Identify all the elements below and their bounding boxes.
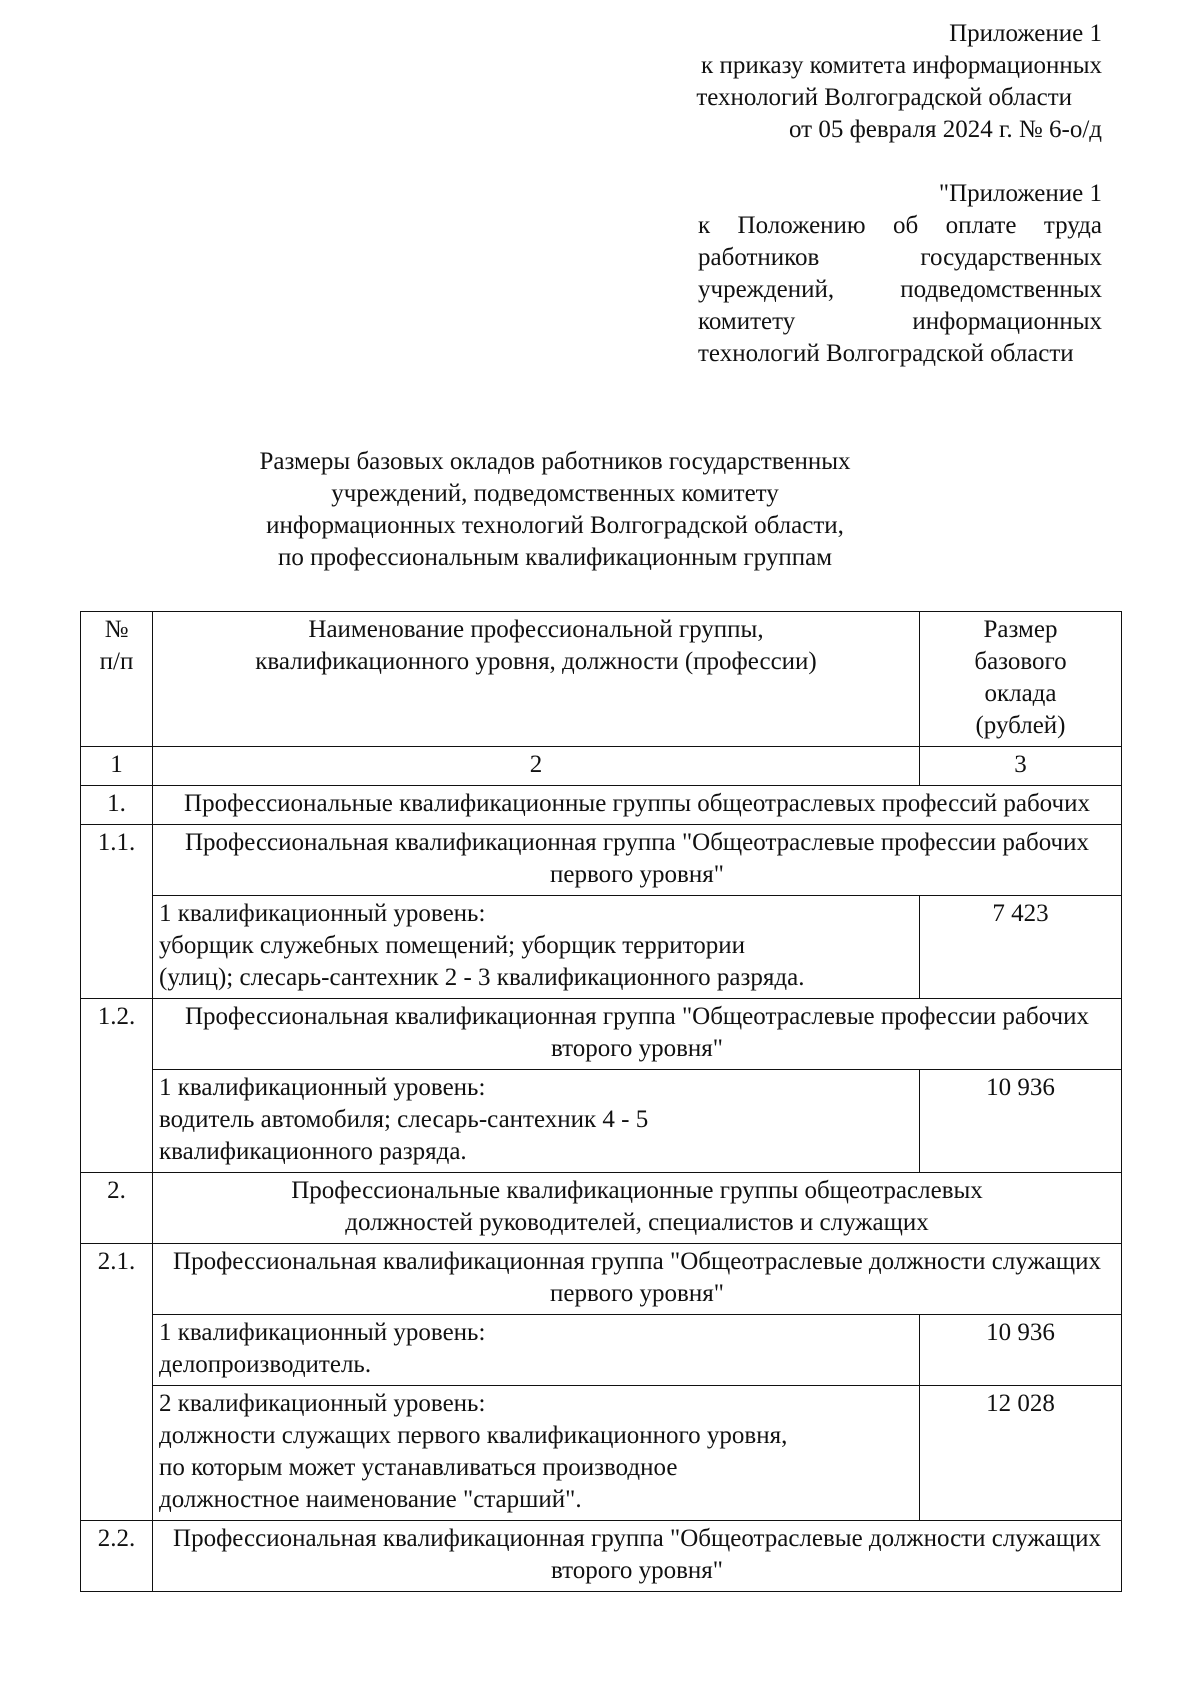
appendix-header [582,18,1102,146]
table-row [81,1386,1122,1521]
table-row [81,1521,1122,1592]
table-row [81,1244,1122,1315]
header-line: к приказу комитета информационных [701,52,1102,79]
salary-value-cell: 10 936 [920,1315,1122,1386]
header-name-cell: Наименование профессиональной группы, квалификационного уровня, должности (профессии) [153,612,920,747]
group-title-cell: Профессиональная квалификационная группа "Общеотраслевые профессии рабочих первого уровня" [153,825,1122,896]
title-line: информационных технологий Волгоградской области, [266,512,844,539]
sub-appendix-title: "Приложение 1 [938,180,1102,207]
header-line: от 05 февраля 2024 г. № 6-о/д [788,116,1102,143]
title-line: Размеры базовых окладов работников государственных [259,448,851,475]
column-number-row [81,747,1122,786]
header-num-cell: № п/п [81,612,153,747]
level-description-cell: 1 квалификационный уровень: водитель автомобиля; слесарь-сантехник 4 - 5 квалификационного разряда. [153,1070,920,1173]
group-title-cell: Профессиональные квалификационные группы общеотраслевых должностей руководителей, специалистов и служащих [153,1173,1122,1244]
header-size-cell: Размер базового оклада (рублей) [920,612,1122,747]
header-line: Приложение 1 [949,20,1102,47]
salary-value-cell: 12 028 [920,1386,1122,1521]
salary-value-cell: 7 423 [920,896,1122,999]
table-row [81,825,1122,896]
table-row [81,999,1122,1070]
group-title-cell: Профессиональные квалификационные группы общеотраслевых профессий рабочих [153,786,1122,825]
row-number-cell: 1.2. [81,999,153,1173]
sub-appendix-text: к Положению об оплате труда работников государственных учреждений, подведомственных комитету информационных технологий Волгоградской области [698,212,1102,367]
column-number-cell: 3 [920,747,1122,786]
row-number-cell: 2.1. [81,1244,153,1521]
row-number-cell: 1.1. [81,825,153,999]
row-number-cell: 1. [81,786,153,825]
row-number-cell: 2.2. [81,1521,153,1592]
column-number-cell: 1 [81,747,153,786]
salary-table [80,611,1122,1592]
level-description-cell: 1 квалификационный уровень: делопроизводитель. [153,1315,920,1386]
table-row [81,1070,1122,1173]
group-title-cell: Профессиональная квалификационная группа "Общеотраслевые должности служащих второго уровня" [153,1521,1122,1592]
column-number-cell: 2 [153,747,920,786]
table-header-row [81,612,1122,747]
salary-value-cell: 10 936 [920,1070,1122,1173]
level-description-cell: 1 квалификационный уровень: уборщик служебных помещений; уборщик территории (улиц); слесарь-сантехник 2 - 3 квалификационного разряда. [153,896,920,999]
table-row [81,1173,1122,1244]
header-line: технологий Волгоградской области [696,84,1072,111]
group-title-cell: Профессиональная квалификационная группа "Общеотраслевые профессии рабочих второго уровня" [153,999,1122,1070]
level-description-cell: 2 квалификационный уровень: должности служащих первого квалификационного уровня, по которым может устанавливаться производное должностное наименование "старший". [153,1386,920,1521]
table-row [81,1315,1122,1386]
title-line: учреждений, подведомственных комитету [331,480,779,507]
document-title [160,446,950,574]
table-row [81,786,1122,825]
title-line: по профессиональным квалификационным группам [277,544,833,571]
sub-appendix-block [698,178,1102,370]
group-title-cell: Профессиональная квалификационная группа "Общеотраслевые должности служащих первого уровня" [153,1244,1122,1315]
table-row [81,896,1122,999]
row-number-cell: 2. [81,1173,153,1244]
